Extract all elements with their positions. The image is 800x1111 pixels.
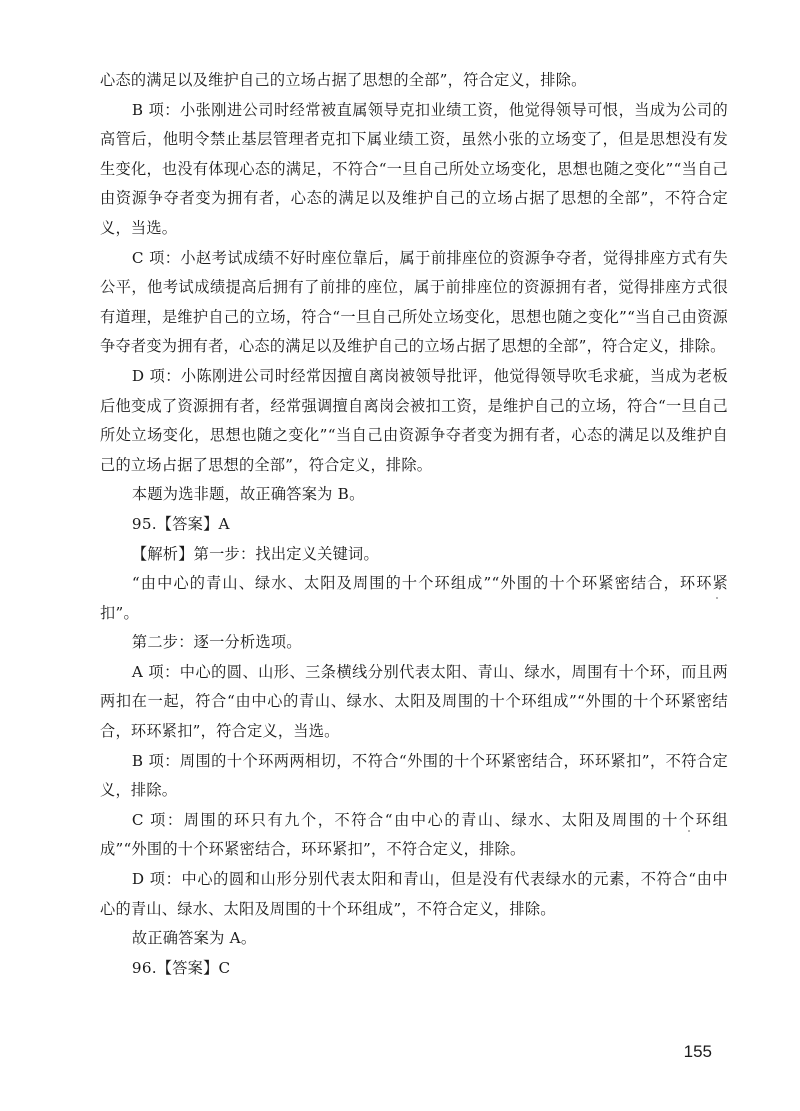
paragraph-option-c-95: C 项：周围的环只有九个，不符合“由中心的青山、绿水、太阳及周围的十个环组成”“外围的十个环紧密结合，环环紧扣”，不符合定义，排除。 [100, 810, 728, 859]
page-body [100, 66, 728, 983]
paragraph-conclusion-94: 本题为选非题，故正确答案为 B。 [131, 485, 365, 504]
paragraph-keywords: “由中心的青山、绿水、太阳及周围的十个环组成”“外围的十个环紧密结合，环环紧扣”。 [100, 574, 728, 622]
paragraph-option-b-95: B 项：周围的十个环两两相切，不符合“外围的十个环紧密结合，环环紧扣”，不符合定义，排除。 [100, 751, 728, 800]
paragraph-option-a-95: A 项：中心的圆、山形、三条横线分别代表太阳、青山、绿水，周围有十个环，而且两两扣在一起，符合“由中心的青山、绿水、太阳及周围的十个环组成”“外围的十个环紧密结合，环环紧扣”，符合定义，当选。 [100, 662, 728, 741]
answer-heading-96: 96.【答案】C [131, 958, 231, 977]
paragraph-option-d-95: D 项：中心的圆和山形分别代表太阳和青山，但是没有代表绿水的元素，不符合“由中心的青山、绿水、太阳及周围的十个环组成”，不符合定义，排除。 [100, 870, 728, 918]
paragraph-continuation: 心态的满足以及维护自己的立场占据了思想的全部”，符合定义，排除。 [100, 71, 587, 89]
page-number: 155 [683, 1042, 712, 1061]
paragraph-option-b: B 项：小张刚进公司时经常被直属领导克扣业绩工资，他觉得领导可恨，当成为公司的高管后，他明令禁止基层管理者克扣下属业绩工资，虽然小张的立场变了，但是思想没有发生变化，也没有体现心态的满足，不符合“一旦自己所处立场变化，思想也随之变化”“当自己由资源争夺者变为拥有者，心态的满足以及维护自己的立场占据了思想的全部”，不符合定义，当选。 [100, 100, 728, 237]
answer-heading-95: 95.【答案】A [131, 514, 230, 533]
paragraph-option-c: C 项：小赵考试成绩不好时座位靠后，属于前排座位的资源争夺者，觉得排座方式有失公平，他考试成绩提高后拥有了前排的座位，属于前排座位的资源拥有者，觉得排座方式很有道理，是维护自己的立场，符合“一旦自己所处立场变化，思想也随之变化”“当自己由资源争夺者变为拥有者，心态的满足以及维护自己的立场占据了思想的全部”，符合定义，排除。 [100, 248, 728, 356]
scan-speck [688, 830, 690, 832]
analysis-step-one: 【解析】第一步：找出定义关键词。 [131, 544, 379, 563]
analysis-step-two: 第二步：逐一分析选项。 [131, 633, 302, 652]
scan-speck [716, 597, 718, 599]
paragraph-option-d: D 项：小陈刚进公司时经常因擅自离岗被领导批评，他觉得领导吹毛求疵，当成为老板后他变成了资源拥有者，经常强调擅自离岗会被扣工资，是维护自己的立场，符合“一旦自己所处立场变化，思想也随之变化”“当自己由资源争夺者变为拥有者，心态的满足以及维护自己的立场占据了思想的全部”，符合定义，排除。 [100, 366, 728, 474]
paragraph-conclusion-95: 故正确答案为 A。 [131, 929, 257, 948]
